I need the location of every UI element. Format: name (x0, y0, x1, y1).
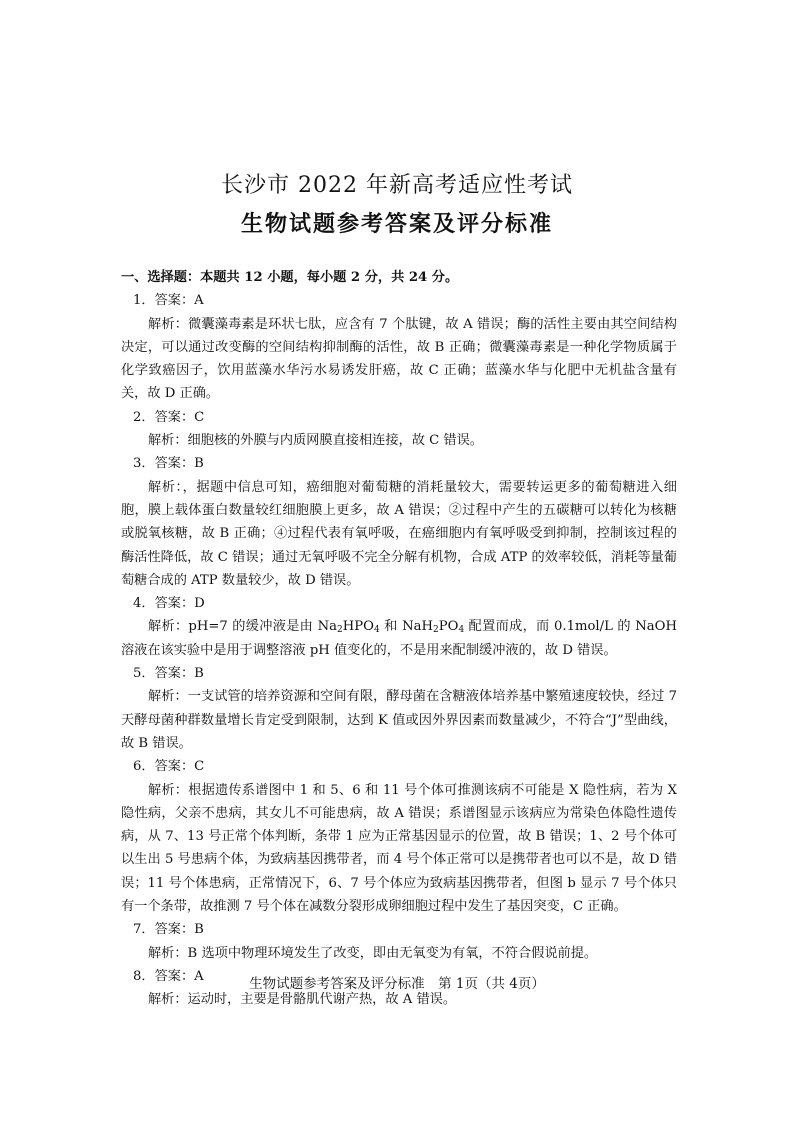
answer-line: 2．答案：C (133, 409, 205, 425)
explanation-part: 和 NaH (379, 619, 434, 635)
explanation-part: 配置而成，而 0.1mol/L 的 NaOH 溶液在该实验中是用于调整溶液 pH 值变化的，不是用来配制缓冲液的，故 D 错误。 (121, 619, 677, 658)
subscript: 4 (373, 625, 380, 636)
answer-line: 5．答案：B (133, 666, 204, 682)
subscript: 4 (458, 625, 465, 636)
answer-line: 3．答案：B (133, 456, 204, 472)
answer-body (121, 266, 677, 1012)
answer-line: 4．答案：D (133, 596, 205, 612)
document-subtitle: 生物试题参考答案及评分标准 (240, 211, 553, 237)
explanation-part: 解析：pH=7 的缓冲液是由 Na (148, 619, 338, 635)
answer-line: 7．答案：B (133, 922, 204, 938)
explanation-text: 解析：根据遗传系谱图中 1 和 5、6 和 11 号个体可推测该病不可能是 X 隐性病，若为 X 隐性病，父亲不患病，其女儿不可能患病，故 A 错误；系谱图显示该病应为常染色体隐性遗传病，从 7、13 号正常个体判断，条带 1 应为正常基因显示的位置，故 B 错误；1、2 号个体可以生出 5 号患病个体，为致病基因携带者，而 4 号个体正常可以是携带者也可以不是，故 D 错误；11 号个体患病，正常情况下，6、7 号个体应为致病基因携带者，但图 b 显示 7 号个体只有一个条带，故推测 7 号个体在减数分裂形成卵细胞过程中发生了基因突变，C 正确。 (121, 782, 677, 915)
explanation-text: 解析：细胞核的外膜与内质网膜直接相连接，故 C 错误。 (148, 433, 483, 449)
answer-line: 6．答案：C (133, 759, 205, 775)
subscript: 2 (433, 625, 439, 636)
explanation-text (121, 615, 677, 662)
subscript: 2 (337, 625, 343, 636)
explanation-text: 解析：，据题中信息可知，癌细胞对葡萄糖的消耗量较大，需要转运更多的葡萄糖进入细胞，膜上载体蛋白数量较红细胞膜上更多，故 A 错误；②过程中产生的五碳糖可以转化为核糖或脱氧核糖，故 B 正确；④过程代表有氧呼吸，在癌细胞内有氧呼吸受到抑制，控制该过程的酶活性降低，故 C 错误；通过无氧呼吸不完全分解有机物，合成 ATP 的效率较低，消耗等量葡萄糖合成的 ATP 数量较少，故 D 错误。 (121, 479, 677, 588)
explanation-text: 解析：B 选项中物理环境发生了改变，即由无氧变为有氧，不符合假说前提。 (148, 945, 598, 961)
explanation-part: HPO (342, 619, 374, 635)
document-title: 长沙市 2022 年新高考适应性考试 (221, 173, 573, 198)
explanation-text: 解析：一支试管的培养资源和空间有限，酵母菌在含糖液体培养基中繁殖速度较快，经过 7 天酵母菌种群数量增长肯定受到限制，达到 K 值或因外界因素而数量减少，不符合“J”型曲线，故 B 错误。 (121, 689, 677, 751)
explanation-text: 解析：微囊藻毒素是环状七肽，应含有 7 个肽键，故 A 错误；酶的活性主要由其空间结构决定，可以通过改变酶的空间结构抑制酶的活性，故 B 正确；微囊藻毒素是一种化学物质属于化学致癌因子，饮用蓝藻水华污水易诱发肝癌，故 C 正确；蓝藻水华与化肥中无机盐含量有关，故 D 正确。 (121, 316, 677, 402)
explanation-part: PO (438, 619, 459, 635)
section-heading: 一、选择题：本题共 12 小题，每小题 2 分，共 24 分。 (121, 270, 459, 285)
answer-line: 1．答案：A (133, 293, 204, 309)
page-footer: 生物试题参考答案及评分标准 第 1页（共 4页） (249, 976, 545, 992)
answer-line: 8．答案：A (133, 968, 204, 984)
explanation-text: 解析：运动时，主要是骨骼肌代谢产热，故 A 错误。 (148, 992, 457, 1008)
